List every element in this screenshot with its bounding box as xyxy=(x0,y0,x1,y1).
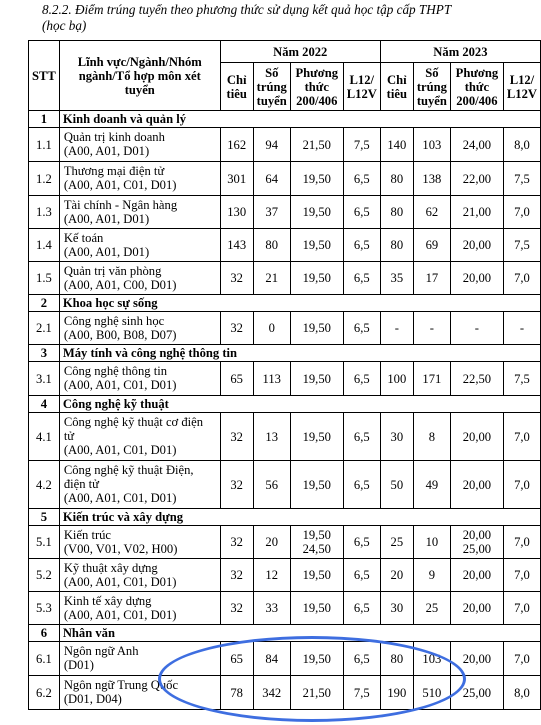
phuong-thuc-2022: 19,50 xyxy=(290,262,343,295)
section-row xyxy=(29,111,541,128)
so-trung-tuyen-2022: 84 xyxy=(253,642,290,676)
subject-combination: (A00, A01, D01) xyxy=(63,144,150,158)
table-row xyxy=(29,128,541,162)
chi-tieu-2023: 30 xyxy=(380,413,413,461)
section-row xyxy=(29,345,541,362)
chi-tieu-2023: 80 xyxy=(380,162,413,196)
section-number: 6 xyxy=(29,625,60,642)
table-row xyxy=(29,676,541,710)
section-name: Kinh doanh và quản lý xyxy=(59,111,540,128)
row-stt: 3.1 xyxy=(29,362,60,396)
so-trung-tuyen-2022: 13 xyxy=(253,413,290,461)
l12-2023: 7,0 xyxy=(503,196,540,229)
program-name: Công nghệ sinh học xyxy=(63,314,165,328)
l12-2023: 7,0 xyxy=(503,592,540,625)
header-year-2022: Năm 2022 xyxy=(220,41,380,63)
table-row xyxy=(29,362,541,396)
chi-tieu-2022: 32 xyxy=(220,461,253,509)
l12-2022: 6,5 xyxy=(343,196,380,229)
program-cell xyxy=(59,592,220,625)
program-name: Tài chính - Ngân hàng xyxy=(63,198,178,212)
row-stt: 2.1 xyxy=(29,312,60,345)
row-stt: 4.2 xyxy=(29,461,60,509)
header-chi-tieu: Chỉ tiêu xyxy=(220,63,253,111)
phuong-thuc-2022: 19,50 xyxy=(290,196,343,229)
subject-combination: (D01) xyxy=(63,658,94,672)
program-name: Ngôn ngữ Anh xyxy=(63,644,139,658)
subject-combination: (A00, A01, C01, D01) xyxy=(63,378,177,392)
program-name: Kỹ thuật xây dựng xyxy=(63,561,158,575)
phuong-thuc-2023: 20,00 xyxy=(450,559,503,592)
program-name: Kinh tế xây dựng xyxy=(63,594,152,608)
chi-tieu-2022: 65 xyxy=(220,642,253,676)
section-name: Khoa học sự sống xyxy=(59,295,540,312)
phuong-thuc-2023: 21,00 xyxy=(450,196,503,229)
section-number: 3 xyxy=(29,345,60,362)
header-stt: STT xyxy=(29,41,60,111)
program-name: Quản trị văn phòng xyxy=(63,264,162,278)
chi-tieu-2023: 20 xyxy=(380,559,413,592)
phuong-thuc-2023: 20,00 xyxy=(450,592,503,625)
chi-tieu-2023: 80 xyxy=(380,196,413,229)
subject-combination: (A00, A01, C01, D01) xyxy=(63,178,177,192)
header-so-trung-tuyen: Số trúng tuyển xyxy=(413,63,450,111)
table-row xyxy=(29,196,541,229)
table-row xyxy=(29,262,541,295)
l12-2022: 6,5 xyxy=(343,526,380,559)
so-trung-tuyen-2023: 69 xyxy=(413,229,450,262)
so-trung-tuyen-2022: 80 xyxy=(253,229,290,262)
header-year-2023: Năm 2023 xyxy=(380,41,540,63)
so-trung-tuyen-2023: 25 xyxy=(413,592,450,625)
so-trung-tuyen-2022: 94 xyxy=(253,128,290,162)
program-name: Ngôn ngữ Trung Quốc xyxy=(63,678,179,692)
table-row xyxy=(29,229,541,262)
l12-2022: 6,5 xyxy=(343,362,380,396)
program-cell xyxy=(59,229,220,262)
subject-combination: (A00, A01, D01) xyxy=(63,245,150,259)
section-name: Nhân văn xyxy=(59,625,540,642)
header-l12: L12/ L12V xyxy=(343,63,380,111)
subject-combination: (A00, A01, D01) xyxy=(63,212,150,226)
l12-2023: - xyxy=(503,312,540,345)
chi-tieu-2022: 143 xyxy=(220,229,253,262)
subject-combination: (D01, D04) xyxy=(63,692,122,706)
l12-2023: 7,0 xyxy=(503,413,540,461)
caption-line-1: 8.2.2. Điểm trúng tuyển theo phương thức sử dụng kết quả học tập cấp THPT xyxy=(42,2,452,17)
l12-2023: 8,0 xyxy=(503,676,540,710)
subject-combination: (A00, A01, C01, D01) xyxy=(63,443,177,457)
program-cell xyxy=(59,526,220,559)
phuong-thuc-2022: 19,50 xyxy=(290,642,343,676)
so-trung-tuyen-2022: 342 xyxy=(253,676,290,710)
so-trung-tuyen-2022: 0 xyxy=(253,312,290,345)
phuong-thuc-2023: 20,00 xyxy=(450,413,503,461)
section-number: 1 xyxy=(29,111,60,128)
program-cell xyxy=(59,461,220,509)
row-stt: 6.1 xyxy=(29,642,60,676)
row-stt: 6.2 xyxy=(29,676,60,710)
program-cell xyxy=(59,559,220,592)
so-trung-tuyen-2023: 8 xyxy=(413,413,450,461)
chi-tieu-2023: 140 xyxy=(380,128,413,162)
phuong-thuc-2022: 19,50 xyxy=(290,461,343,509)
phuong-thuc-2023: 25,00 xyxy=(450,676,503,710)
row-stt: 1.4 xyxy=(29,229,60,262)
phuong-thuc-2022: 19,50 xyxy=(290,162,343,196)
program-cell xyxy=(59,196,220,229)
so-trung-tuyen-2023: 10 xyxy=(413,526,450,559)
section-name: Công nghệ kỹ thuật xyxy=(59,396,540,413)
l12-2023: 7,0 xyxy=(503,461,540,509)
so-trung-tuyen-2023: 510 xyxy=(413,676,450,710)
so-trung-tuyen-2023: 9 xyxy=(413,559,450,592)
chi-tieu-2022: 301 xyxy=(220,162,253,196)
l12-2023: 7,5 xyxy=(503,162,540,196)
header-chi-tieu: Chỉ tiêu xyxy=(380,63,413,111)
chi-tieu-2023: 80 xyxy=(380,642,413,676)
table-row xyxy=(29,642,541,676)
phuong-thuc-2023: 20,00 xyxy=(450,229,503,262)
so-trung-tuyen-2022: 64 xyxy=(253,162,290,196)
so-trung-tuyen-2022: 12 xyxy=(253,559,290,592)
l12-2022: 7,5 xyxy=(343,128,380,162)
chi-tieu-2023: 50 xyxy=(380,461,413,509)
program-name: Thương mại điện tử xyxy=(63,164,165,178)
l12-2022: 6,5 xyxy=(343,262,380,295)
row-stt: 1.3 xyxy=(29,196,60,229)
header-phuong-thuc: Phương thức 200/406 xyxy=(290,63,343,111)
phuong-thuc-2022: 19,50 xyxy=(290,559,343,592)
so-trung-tuyen-2022: 113 xyxy=(253,362,290,396)
l12-2022: 6,5 xyxy=(343,642,380,676)
section-number: 4 xyxy=(29,396,60,413)
l12-2022: 6,5 xyxy=(343,461,380,509)
l12-2022: 6,5 xyxy=(343,559,380,592)
phuong-thuc-2022: 19,50 xyxy=(290,362,343,396)
chi-tieu-2022: 32 xyxy=(220,526,253,559)
chi-tieu-2022: 130 xyxy=(220,196,253,229)
header-l12: L12/ L12V xyxy=(503,63,540,111)
chi-tieu-2022: 32 xyxy=(220,592,253,625)
chi-tieu-2023: 25 xyxy=(380,526,413,559)
l12-2023: 8,0 xyxy=(503,128,540,162)
phuong-thuc-2022: 19,50 xyxy=(290,229,343,262)
l12-2022: 6,5 xyxy=(343,229,380,262)
section-row xyxy=(29,396,541,413)
phuong-thuc-2023: 20,00 25,00 xyxy=(450,526,503,559)
phuong-thuc-2023: 20,00 xyxy=(450,262,503,295)
table-row xyxy=(29,559,541,592)
program-name: Công nghệ kỹ thuật cơ điện tử xyxy=(63,415,204,443)
phuong-thuc-2023: 20,00 xyxy=(450,461,503,509)
caption-line-2: (học bạ) xyxy=(42,18,87,33)
row-stt: 5.2 xyxy=(29,559,60,592)
program-cell xyxy=(59,128,220,162)
header-field: Lĩnh vực/Ngành/Nhóm ngành/Tổ hợp môn xét tuyển xyxy=(59,41,220,111)
admission-score-table xyxy=(28,40,541,710)
subject-combination: (V00, V01, V02, H00) xyxy=(63,542,178,556)
program-cell xyxy=(59,312,220,345)
subject-combination: (A00, A01, C01, D01) xyxy=(63,491,177,505)
program-name: Kế toán xyxy=(63,231,104,245)
l12-2023: 7,0 xyxy=(503,262,540,295)
so-trung-tuyen-2023: 171 xyxy=(413,362,450,396)
chi-tieu-2023: 80 xyxy=(380,229,413,262)
program-name: Công nghệ kỹ thuật Điện, điện tử xyxy=(63,463,194,491)
so-trung-tuyen-2023: 103 xyxy=(413,128,450,162)
program-cell xyxy=(59,362,220,396)
l12-2022: 6,5 xyxy=(343,162,380,196)
section-number: 2 xyxy=(29,295,60,312)
phuong-thuc-2023: 24,00 xyxy=(450,128,503,162)
so-trung-tuyen-2022: 20 xyxy=(253,526,290,559)
l12-2023: 7,5 xyxy=(503,362,540,396)
so-trung-tuyen-2022: 37 xyxy=(253,196,290,229)
so-trung-tuyen-2023: 103 xyxy=(413,642,450,676)
subject-combination: (A00, B00, B08, D07) xyxy=(63,328,177,342)
l12-2022: 6,5 xyxy=(343,592,380,625)
chi-tieu-2023: 190 xyxy=(380,676,413,710)
phuong-thuc-2022: 19,50 xyxy=(290,592,343,625)
header-so-trung-tuyen: Số trúng tuyển xyxy=(253,63,290,111)
phuong-thuc-2022: 21,50 xyxy=(290,676,343,710)
program-name: Quản trị kinh doanh xyxy=(63,130,165,144)
subject-combination: (A00, A01, C01, D01) xyxy=(63,575,177,589)
l12-2022: 6,5 xyxy=(343,413,380,461)
program-cell xyxy=(59,162,220,196)
chi-tieu-2023: 35 xyxy=(380,262,413,295)
table-row xyxy=(29,461,541,509)
row-stt: 4.1 xyxy=(29,413,60,461)
program-cell xyxy=(59,676,220,710)
chi-tieu-2022: 32 xyxy=(220,262,253,295)
program-cell xyxy=(59,413,220,461)
l12-2022: 7,5 xyxy=(343,676,380,710)
table-row xyxy=(29,162,541,196)
phuong-thuc-2023: 22,00 xyxy=(450,162,503,196)
table-row xyxy=(29,413,541,461)
phuong-thuc-2022: 19,50 xyxy=(290,413,343,461)
phuong-thuc-2022: 21,50 xyxy=(290,128,343,162)
table-row xyxy=(29,592,541,625)
section-row xyxy=(29,625,541,642)
row-stt: 5.3 xyxy=(29,592,60,625)
so-trung-tuyen-2023: 17 xyxy=(413,262,450,295)
l12-2023: 7,5 xyxy=(503,229,540,262)
row-stt: 1.5 xyxy=(29,262,60,295)
program-name: Kiến trúc xyxy=(63,528,112,542)
chi-tieu-2022: 32 xyxy=(220,413,253,461)
so-trung-tuyen-2022: 56 xyxy=(253,461,290,509)
phuong-thuc-2023: 20,00 xyxy=(450,642,503,676)
program-cell xyxy=(59,642,220,676)
l12-2023: 7,0 xyxy=(503,559,540,592)
so-trung-tuyen-2023: 138 xyxy=(413,162,450,196)
chi-tieu-2022: 32 xyxy=(220,559,253,592)
section-number: 5 xyxy=(29,509,60,526)
section-name: Máy tính và công nghệ thông tin xyxy=(59,345,540,362)
section-row xyxy=(29,295,541,312)
row-stt: 5.1 xyxy=(29,526,60,559)
chi-tieu-2023: - xyxy=(380,312,413,345)
row-stt: 1.1 xyxy=(29,128,60,162)
l12-2022: 6,5 xyxy=(343,312,380,345)
row-stt: 1.2 xyxy=(29,162,60,196)
table-row xyxy=(29,312,541,345)
phuong-thuc-2023: - xyxy=(450,312,503,345)
so-trung-tuyen-2023: 62 xyxy=(413,196,450,229)
l12-2023: 7,0 xyxy=(503,526,540,559)
phuong-thuc-2023: 22,50 xyxy=(450,362,503,396)
program-name: Công nghệ thông tin xyxy=(63,364,168,378)
section-name: Kiến trúc và xây dựng xyxy=(59,509,540,526)
so-trung-tuyen-2023: 49 xyxy=(413,461,450,509)
chi-tieu-2022: 65 xyxy=(220,362,253,396)
chi-tieu-2023: 100 xyxy=(380,362,413,396)
so-trung-tuyen-2023: - xyxy=(413,312,450,345)
chi-tieu-2022: 32 xyxy=(220,312,253,345)
subject-combination: (A00, A01, C00, D01) xyxy=(63,278,177,292)
chi-tieu-2022: 162 xyxy=(220,128,253,162)
caption xyxy=(42,2,537,34)
section-row xyxy=(29,509,541,526)
phuong-thuc-2022: 19,50 24,50 xyxy=(290,526,343,559)
so-trung-tuyen-2022: 33 xyxy=(253,592,290,625)
chi-tieu-2022: 78 xyxy=(220,676,253,710)
so-trung-tuyen-2022: 21 xyxy=(253,262,290,295)
subject-combination: (A00, A01, C01, D01) xyxy=(63,608,177,622)
phuong-thuc-2022: 19,50 xyxy=(290,312,343,345)
l12-2023: 7,0 xyxy=(503,642,540,676)
header-phuong-thuc: Phương thức 200/406 xyxy=(450,63,503,111)
table-row xyxy=(29,526,541,559)
chi-tieu-2023: 30 xyxy=(380,592,413,625)
program-cell xyxy=(59,262,220,295)
